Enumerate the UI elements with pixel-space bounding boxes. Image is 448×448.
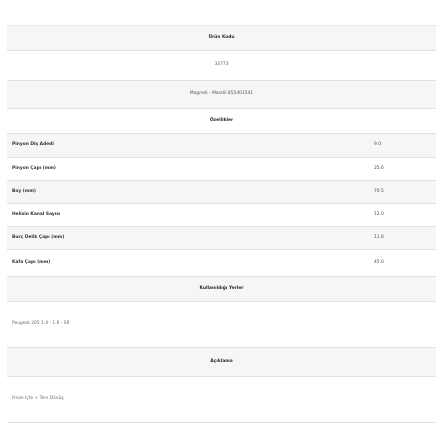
feature-label: Boy (mm): [12, 188, 36, 194]
product-code-value: 33773: [214, 62, 229, 68]
usage-header-row: [7, 277, 436, 302]
feature-row: [7, 227, 436, 250]
feature-row: [7, 250, 436, 277]
feature-value: 45.0: [374, 259, 384, 265]
feature-value: 25.6: [374, 165, 384, 171]
feature-label: Pinyon Çapı (mm): [12, 165, 56, 171]
usage-heading: Kullanıldığı Yerler: [199, 285, 244, 291]
feature-row: [7, 204, 436, 227]
cross-reference-row: [7, 81, 436, 109]
description-text: Freze Içte + Ters Dönüş: [12, 396, 64, 402]
description-heading: Açıklama: [210, 358, 233, 364]
feature-value: 70.5: [374, 188, 384, 194]
product-code-heading: Ürün Kodu: [208, 34, 235, 40]
usage-row: [7, 302, 436, 348]
feature-row: [7, 181, 436, 204]
feature-label: Kafa Çapı (mm): [12, 259, 51, 265]
feature-value: 9.0: [374, 142, 381, 148]
feature-label: Burç Delik Çapı (mm): [12, 234, 65, 240]
product-spec-table: [7, 25, 436, 423]
feature-value: 11.6: [374, 234, 384, 240]
product-code-header-row: [7, 26, 436, 51]
features-heading: Özellikler: [209, 117, 234, 123]
product-code-row: [7, 51, 436, 81]
description-header-row: [7, 348, 436, 377]
feature-value: 12.0: [374, 211, 384, 217]
feature-row: [7, 158, 436, 181]
feature-row: [7, 134, 436, 158]
feature-label: Helisin Kanal Sayısı: [12, 211, 61, 217]
usage-text: Peugeot 205 1.4 - 1.6 - SR: [12, 321, 70, 327]
features-header-row: [7, 109, 436, 134]
feature-label: Pinyon Diş Adedi: [12, 142, 54, 148]
description-row: [7, 377, 436, 423]
cross-reference-value: Magneti - Marelli 855401541: [189, 91, 254, 97]
